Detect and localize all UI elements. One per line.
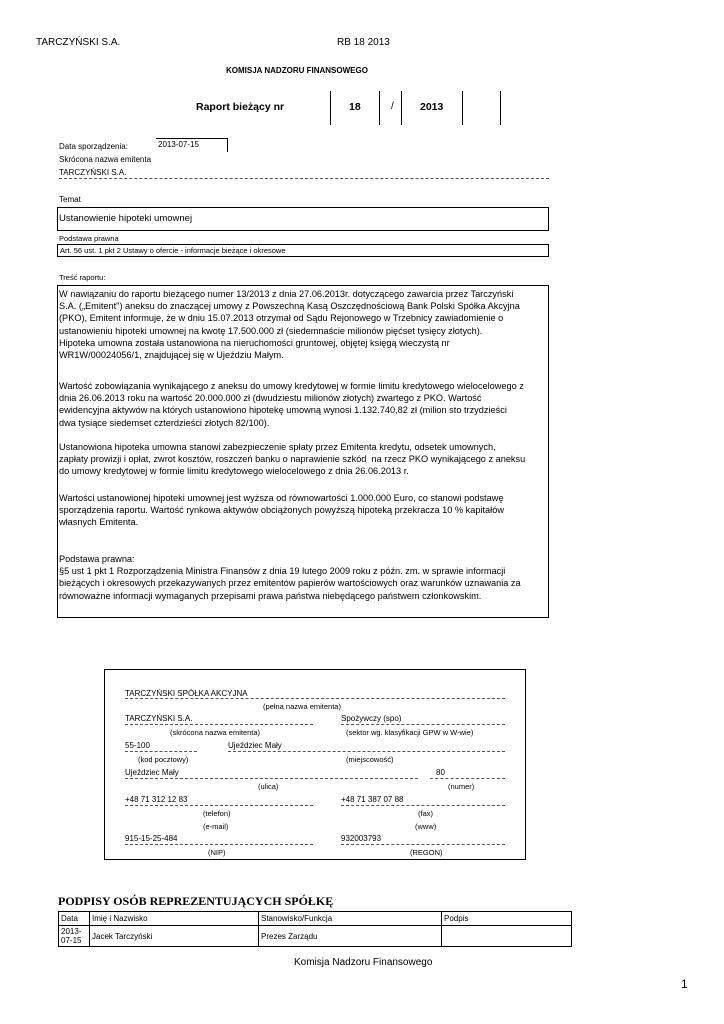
sig-header-signature: Podpis: [442, 912, 572, 926]
report-extra-box: [463, 91, 501, 125]
issuer-www-caption: (www): [415, 822, 437, 831]
issuer-email-caption: (e-mail): [203, 822, 229, 831]
issuer-short-name: TARCZYŃSKI S.A.: [125, 714, 193, 723]
issuer-nip: 915-15-25-484: [125, 834, 178, 843]
issuer-city: Ujeździec Mały: [228, 741, 282, 750]
issuer-fax-caption: (fax): [418, 809, 433, 818]
issuer-street-caption: (ulica): [258, 782, 279, 791]
signatures-header-row: [59, 912, 572, 926]
issuer-number: 80: [436, 768, 445, 777]
sector-line: [341, 724, 505, 725]
issuer-sector-caption: (sektor wg. klasyfikacji GPW w W-wie): [346, 728, 474, 737]
phone-line: [125, 805, 313, 806]
commission-title: KOMISJA NADZORU FINANSOWEGO: [226, 66, 368, 75]
footer-commission: Komisja Nadzoru Finansowego: [294, 957, 433, 968]
content-paragraph-3: Ustanowiona hipoteka umowna stanowi zabezpieczenie spłaty przez Emitenta kredytu, odsetek umownych, zapłaty prowizji i opłat, zwrot kosztów, roszczeń banku o naprawienie szkód na rzecz PKO wynikającego z aneksu do umowy kredytowej w formie limitu kredytowego wielocelowego z dnia 26.06.2013 r.: [59, 442, 526, 477]
content-paragraph-1: W nawiązaniu do raportu bieżącego numer 13/2013 z dnia 27.06.2013r. dotyczącego zawarcia przez Tarczyński S.A. („Emitent") aneksu do znaczącej umowy z Powszechną Kasą Oszczędnościową Bank Polski Spółka Akcyjna (PKO), Emitent informuje, że w dniu 15.07.2013 otrzymał od Sądu Rejonowego w Trzebnicy zawiadomienie o ustanowieniu hipoteki umownej na kwotę 17.500.000 zł (siedemnaście milionów pięćset tysięcy złotych). Hipoteka umowna została ustanowiona na nieruchomości gruntowej, objętej księgą wieczystą nr WR1W/00024056/1, znajdującej się w Ujeździu Małym.: [59, 289, 520, 361]
issuer-fax: +48 71 387 07 88: [341, 795, 404, 804]
issuer-full-name: TARCZYŃSKI SPÓŁKA AKCYJNA: [125, 689, 248, 698]
short-name-underline: [59, 178, 549, 179]
nip-line: [125, 844, 313, 845]
sig-header-date: Data: [59, 912, 90, 926]
issuer-sector: Spożywczy (spo): [341, 714, 402, 723]
short-name-line: [125, 724, 313, 725]
header-company: TARCZYŃSKI S.A.: [36, 37, 121, 48]
issuer-phone-caption: (telefon): [203, 809, 231, 818]
legal-basis-label: Podstawa prawna: [59, 234, 119, 243]
content-paragraph-5: Podstawa prawna: §5 ust 1 pkt 1 Rozporządzenia Ministra Finansów z dnia 19 lutego 2009 roku z późn. zm. w sprawie informacji bieżących i okresowych przekazywanych przez emitentów papierów wartościowych oraz warunków uznawania za równoważne informacji wymaganych przepisami prawa państwa niebędącego państwem członkowskim.: [59, 554, 521, 601]
signatures-heading: PODPISY OSÓB REPREZENTUJĄCYCH SPÓŁKĘ: [58, 894, 334, 908]
page-number: 1: [681, 977, 688, 991]
issuer-postal-code-caption: (kod pocztowy): [138, 755, 189, 764]
report-slash: /: [391, 101, 394, 112]
content-paragraph-2: Wartość zobowiązania wynikającego z aneksu do umowy kredytowej w formie limitu kredytowego wielocelowego z dnia 26.06.2013 roku na wartość 20.000.000 zł (dwudziestu milionów złotych) zwartego z PKO. Wartość ewidencyjna aktywów na których ustanowiono hipotekę umowną wynosi 1.132.740,82 zł (milion sto trzydzieści dwa tysiące siedemset czterdzieści złotych 82/100).: [59, 381, 524, 428]
report-year: 2013: [420, 101, 444, 113]
sig-row-name: Jacek Tarczyński: [90, 926, 259, 947]
issuer-full-name-caption: (pełna nazwa emitenta): [263, 702, 341, 711]
sig-header-position: Stanowisko/Funkcja: [259, 912, 442, 926]
signatures-table: [58, 911, 572, 947]
city-line: [228, 751, 505, 752]
issuer-phone: +48 71 312 12 83: [125, 795, 188, 804]
short-name-value: TARCZYŃSKI S.A.: [59, 168, 127, 177]
legal-basis-value: Art. 56 ust. 1 pkt 2 Ustawy o ofercie - informacje bieżące i okresowe: [60, 246, 286, 255]
date-value: 2013-07-15: [158, 140, 199, 149]
issuer-postal-code: 55-100: [125, 741, 150, 750]
issuer-city-caption: (miejscowość): [346, 755, 394, 764]
issuer-regon-caption: (REGON): [410, 848, 443, 857]
sig-row-position: Prezes Zarządu: [259, 926, 442, 947]
content-paragraph-4: Wartości ustanowionej hipoteki umownej jest wyższa od równowartości 1.000.000 Euro, co stanowi podstawę sporządzenia raportu. Wartość rynkowa aktywów obciążonych powyższą hipoteką przekracza 10 % kapitałów własnych Emitenta.: [59, 493, 504, 528]
report-number: 18: [349, 101, 361, 113]
street-line: [125, 778, 418, 779]
short-name-label: Skrócona nazwa emitenta: [59, 155, 152, 164]
number-line: [430, 778, 505, 779]
issuer-short-name-caption: (skrócona nazwa emitenta): [170, 728, 261, 737]
report-title: Raport bieżący nr: [196, 101, 285, 113]
sig-header-name: Imię i Nazwisko: [90, 912, 259, 926]
topic-label: Temat: [59, 195, 81, 204]
header-report-ref: RB 18 2013: [337, 37, 390, 48]
sig-row-date: 2013-07-15: [59, 926, 90, 947]
fax-line: [341, 805, 505, 806]
issuer-number-caption: (numer): [448, 782, 475, 791]
regon-line: [341, 844, 505, 845]
issuer-street: Ujeździec Mały: [125, 768, 179, 777]
sig-row-signature: [442, 926, 572, 947]
postal-line: [125, 751, 197, 752]
table-row: [59, 926, 572, 947]
date-label: Data sporządzenia:: [59, 142, 128, 151]
topic-value: Ustanowienie hipoteki umownej: [59, 213, 193, 224]
content-label: Treść raportu:: [59, 273, 106, 282]
issuer-regon: 932003793: [341, 834, 382, 843]
issuer-nip-caption: (NIP): [208, 848, 226, 857]
issuer-full-name-underline: [125, 698, 505, 699]
